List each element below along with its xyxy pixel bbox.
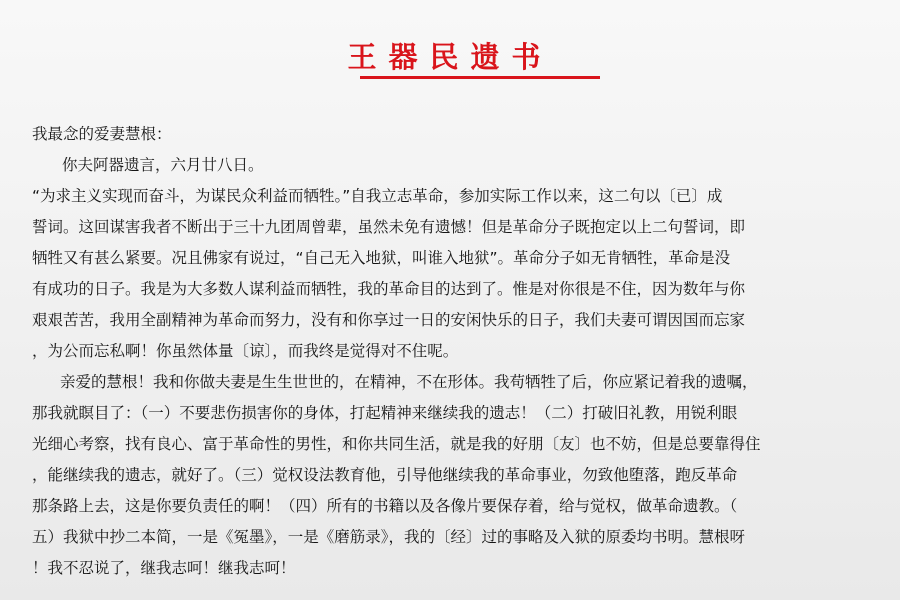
letter-line: 亲爱的慧根！我和你做夫妻是生生世世的，在精神，不在形体。我苟牺牲了后，你应紧记着我的遗嘱， xyxy=(60,373,758,391)
letter-line: 你夫阿器遗言，六月廿八日。 xyxy=(62,156,264,174)
salutation-line: 我最念的爱妻慧根： xyxy=(32,125,172,143)
letter-line: 艰艰苦苦，我用全副精神为革命而努力，没有和你享过一日的安闲快乐的日子，我们夫妻可谓因国而忘家 xyxy=(32,311,746,329)
letter-line: 牺牲又有甚么紧要。况且佛家有说过，“自己无入地狱，叫谁入地狱”。革命分子如无肯牺牲，革命是没 xyxy=(32,249,731,267)
letter-line: ！我不忍说了，继我志呵！继我志呵！ xyxy=(32,559,296,577)
letter-line: 五）我狱中抄二本简，一是《冤墨》，一是《磨筋录》，我的〔经〕过的事略及入狱的原委均书明。慧根呀 xyxy=(32,528,746,546)
letter-line: 誓词。这回谋害我者不断出于三十九团周曾辈，虽然未免有遗憾！但是革命分子既抱定以上二句誓词，即 xyxy=(32,218,746,236)
letter-line: “为求主义实现而奋斗，为谋民众利益而牺牲。”自我立志革命，参加实际工作以来，这二句以〔已〕成 xyxy=(32,187,723,205)
letter-line: 有成功的日子。我是为大多数人谋利益而牺牲，我的革命目的达到了。惟是对你很是不住，因为数年与你 xyxy=(32,280,746,298)
letter-line: 那我就瞑目了：（一）不要悲伤损害你的身体，打起精神来继续我的遗志！（二）打破旧礼教，用锐利眼 xyxy=(32,404,738,422)
letter-line: 光细心考察，找有良心、富于革命性的男性，和你共同生活，就是我的好朋〔友〕也不妨，但是总要靠得住 xyxy=(32,435,761,453)
title-underline xyxy=(360,76,600,79)
letter-line: 那条路上去，这是你要负责任的啊！（四）所有的书籍以及各像片要保存着，给与觉权，做革命遗教。（ xyxy=(32,497,738,515)
letter-line: ，能继续我的遗志，就好了。（三）觉权设法教育他，引导他继续我的革命事业，勿致他堕落，跑反革命 xyxy=(32,466,738,484)
letter-title: 王器民遗书 xyxy=(347,40,553,74)
letter-line: ，为公而忘私啊！你虽然体量〔谅〕，而我终是觉得对不住呢。 xyxy=(32,342,459,360)
letter-body xyxy=(32,119,870,584)
